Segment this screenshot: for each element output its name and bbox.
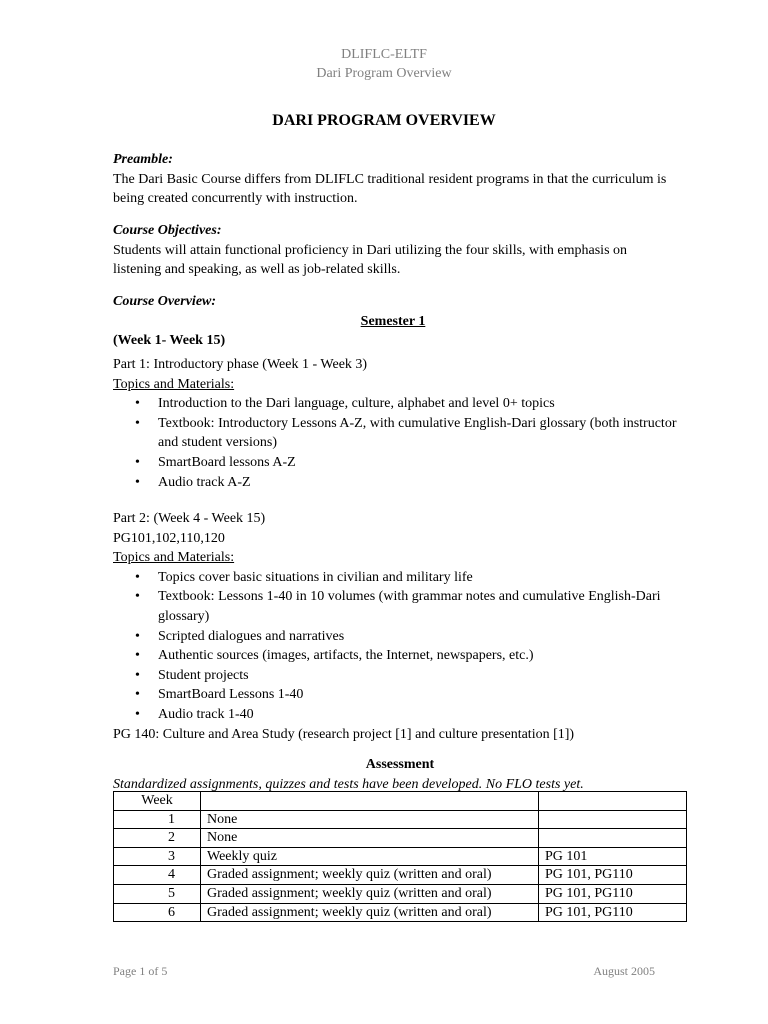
table-header-row bbox=[114, 792, 687, 811]
footer-date: August 2005 bbox=[593, 964, 655, 978]
list-item: • Introduction to the Dari language, culture, alphabet and level 0+ topics bbox=[113, 394, 693, 414]
preamble-text: The Dari Basic Course differs from DLIFLC traditional resident programs in that the curriculum is being created concurrently with instruction. bbox=[113, 171, 667, 207]
bullet-icon: • bbox=[135, 706, 140, 722]
table-cell: 4 bbox=[114, 866, 201, 885]
overview-section bbox=[113, 292, 673, 351]
table-row bbox=[114, 810, 687, 829]
table-cell: None bbox=[201, 810, 539, 829]
bullet-icon: • bbox=[135, 569, 140, 585]
table-cell: 3 bbox=[114, 847, 201, 866]
part2-pg: PG101,102,110,120 bbox=[113, 530, 225, 546]
bullet-icon: • bbox=[135, 687, 140, 703]
list-item: • Audio track 1-40 bbox=[113, 705, 693, 725]
document-title: DARI PROGRAM OVERVIEW bbox=[272, 112, 496, 129]
preamble-section bbox=[113, 150, 673, 209]
list-item: • Audio track A-Z bbox=[113, 473, 693, 493]
part1-section bbox=[113, 355, 693, 492]
table-cell: 2 bbox=[114, 829, 201, 848]
list-item: • Scripted dialogues and narratives bbox=[113, 627, 693, 647]
list-item: • SmartBoard lessons A-Z bbox=[113, 453, 693, 473]
header-org: DLIFLC-ELTF bbox=[341, 47, 427, 62]
part1-topics-label: Topics and Materials: bbox=[113, 376, 235, 392]
list-item: • Student projects bbox=[113, 666, 693, 686]
list-item: • Textbook: Introductory Lessons A-Z, with cumulative English-Dari glossary (both instructor and student versions) bbox=[135, 415, 677, 451]
assessment-table bbox=[113, 791, 687, 922]
table-cell: Graded assignment; weekly quiz (written and oral) bbox=[201, 903, 539, 922]
assessment-heading: Assessment bbox=[365, 757, 435, 772]
table-cell bbox=[539, 829, 687, 848]
assessment-note: Standardized assignments, quizzes and tests have been developed. No FLO tests yet. bbox=[113, 776, 584, 792]
table-cell: None bbox=[201, 829, 539, 848]
footer-page-number: Page 1 of 5 bbox=[113, 964, 168, 978]
table-cell: PG 101, PG110 bbox=[539, 903, 687, 922]
table-cell: 5 bbox=[114, 884, 201, 903]
preamble-heading: Preamble: bbox=[113, 152, 173, 167]
part2-list bbox=[113, 568, 693, 725]
table-cell: PG 101, PG110 bbox=[539, 884, 687, 903]
pg140-line: PG 140: Culture and Area Study (research project [1] and culture presentation [1]) bbox=[113, 726, 575, 742]
table-row bbox=[114, 847, 687, 866]
table-cell: Weekly quiz bbox=[201, 847, 539, 866]
table-cell: 6 bbox=[114, 903, 201, 922]
bullet-icon: • bbox=[135, 415, 140, 431]
table-cell: PG 101 bbox=[539, 847, 687, 866]
table-row bbox=[114, 866, 687, 885]
assessment-section bbox=[113, 755, 687, 794]
table-cell: Graded assignment; weekly quiz (written and oral) bbox=[201, 866, 539, 885]
overview-heading: Course Overview: bbox=[113, 294, 217, 309]
objectives-section bbox=[113, 221, 673, 280]
bullet-icon: • bbox=[135, 589, 140, 605]
bullet-icon: • bbox=[135, 454, 140, 470]
table-cell: 1 bbox=[114, 810, 201, 829]
list-item: • Textbook: Lessons 1-40 in 10 volumes (with grammar notes and cumulative English-Dari glossary) bbox=[135, 589, 661, 624]
table-header-cell bbox=[539, 792, 687, 811]
bullet-icon: • bbox=[135, 474, 140, 490]
table-header-cell bbox=[201, 792, 539, 811]
semester-heading: Semester 1 bbox=[360, 313, 426, 329]
table-cell: PG 101, PG110 bbox=[539, 866, 687, 885]
part1-list bbox=[113, 394, 693, 492]
part2-section bbox=[113, 509, 693, 744]
table-row bbox=[114, 829, 687, 848]
objectives-heading: Course Objectives: bbox=[113, 223, 222, 238]
weeks-range: (Week 1- Week 15) bbox=[113, 333, 226, 349]
bullet-icon: • bbox=[135, 648, 140, 664]
table-row bbox=[114, 903, 687, 922]
table-cell: Graded assignment; weekly quiz (written and oral) bbox=[201, 884, 539, 903]
part2-topics-label: Topics and Materials: bbox=[113, 550, 235, 566]
bullet-icon: • bbox=[135, 396, 140, 412]
list-item: • Topics cover basic situations in civilian and military life bbox=[113, 568, 693, 588]
header-subtitle: Dari Program Overview bbox=[316, 66, 452, 81]
part2-title: Part 2: (Week 4 - Week 15) bbox=[113, 511, 266, 526]
objectives-text: Students will attain functional proficiency in Dari utilizing the four skills, with emphasis on listening and speaking, as well as job-related skills. bbox=[113, 242, 628, 278]
part1-title: Part 1: Introductory phase (Week 1 - Week 3) bbox=[113, 357, 368, 372]
table-header-cell: Week bbox=[114, 792, 201, 811]
list-item: • Authentic sources (images, artifacts, the Internet, newspapers, etc.) bbox=[113, 646, 693, 666]
table-row bbox=[114, 884, 687, 903]
table-cell bbox=[539, 810, 687, 829]
list-item: • SmartBoard Lessons 1-40 bbox=[113, 685, 693, 705]
bullet-icon: • bbox=[135, 628, 140, 644]
bullet-icon: • bbox=[135, 667, 140, 683]
